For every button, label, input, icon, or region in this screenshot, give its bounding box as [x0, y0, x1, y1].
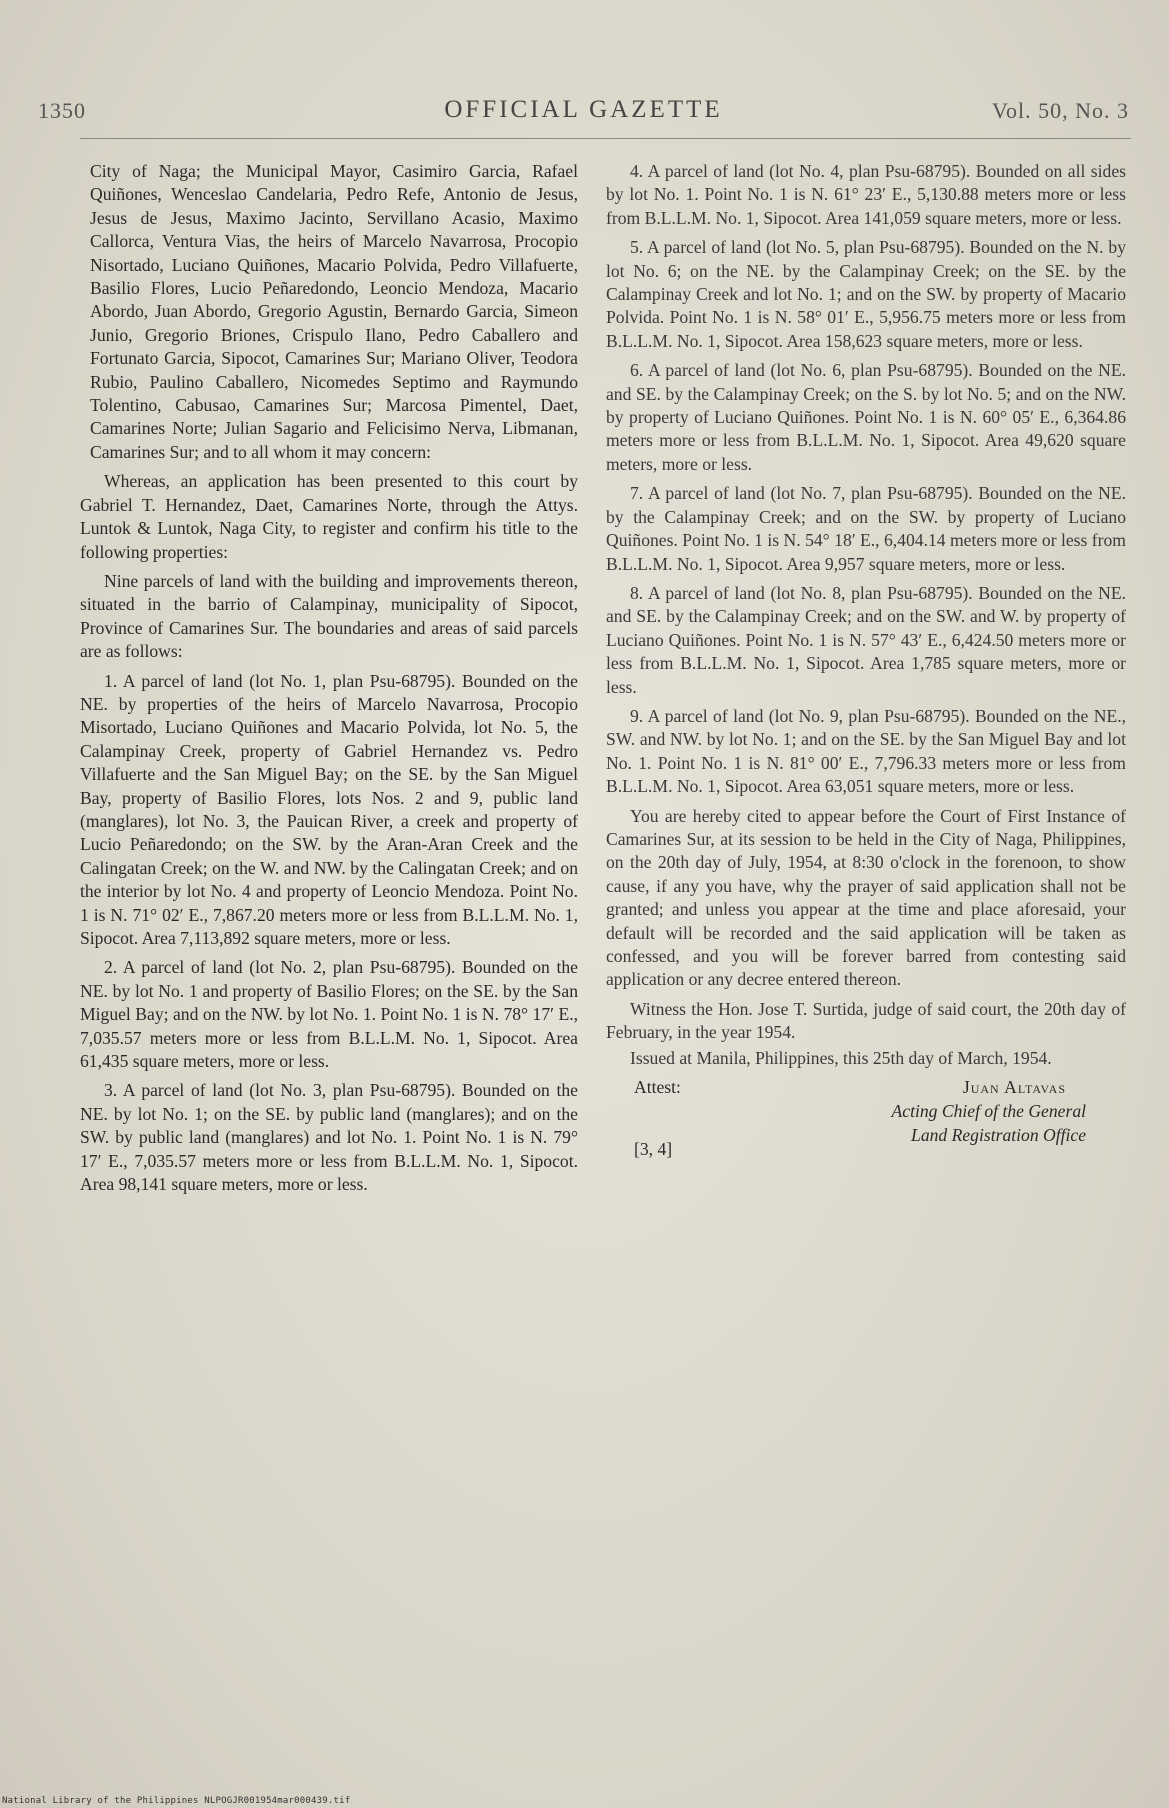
parcel-9-paragraph: 9. A parcel of land (lot No. 9, plan Psu-68795). Bounded on the NE., SW. and NW. by lot No. 1; and on the SE. by the San Miguel Bay and lot No. 1. Point No. 1 is N. 81° 00′ E., 7,796.33 meters more or less from B.L.L.M. No. 1, Sipocot. Area 63,051 square meters, more or less.: [606, 705, 1126, 797]
volume-number: Vol. 50, No. 3: [991, 98, 1129, 123]
publication-title: OFFICIAL GAZETTE: [444, 96, 723, 123]
parcel-3-paragraph: 3. A parcel of land (lot No. 3, plan Psu-68795). Bounded on the NE. by lot No. 1; on the SE. by public land (manglares); and on the SW. by public land (manglares) and lot No. 1. Point No. 1 is N. 79° 17′ E., 7,035.57 meters more or less from B.L.L.M. No. 1, Sipocot. Area 98,141 square meters, more or less.: [80, 1080, 578, 1195]
issue-reference: [3, 4]: [634, 1139, 673, 1160]
header-rule: [80, 138, 1131, 139]
signer-title-line-1: Acting Chief of the General: [891, 1101, 1086, 1122]
issued-paragraph: Issued at Manila, Philippines, this 25th day of March, 1954.: [630, 1047, 1052, 1068]
signer-title-line-2: Land Registration Office: [911, 1125, 1086, 1146]
scan-credit: National Library of the Philippines NLPOGJR001954mar000439.tif: [2, 1796, 351, 1806]
attest-label: Attest:: [634, 1077, 681, 1098]
right-column: [606, 160, 1126, 1168]
signer-name: Juan Altavas: [962, 1077, 1066, 1098]
parcel-2-paragraph: 2. A parcel of land (lot No. 2, plan Psu-68795). Bounded on the NE. by lot No. 1 and property of Basilio Flores; on the SE. by the San Miguel Bay; and on the NW. by lot No. 1. Point No. 1 is N. 78° 17′ E., 7,035.57 meters more or less from B.L.L.M. No. 1, Sipocot. Area 61,435 square meters, more or less.: [80, 957, 578, 1072]
parcel-8-paragraph: 8. A parcel of land (lot No. 8, plan Psu-68795). Bounded on the NE. and SE. by the Calampinay Creek; and on the SW. and W. by property of Luciano Quiñones. Point No. 1 is N. 57° 43′ E., 6,424.50 meters more or less from B.L.L.M. No. 1, Sipocot. Area 1,785 square meters, more or less.: [606, 582, 1126, 697]
parcel-4-paragraph: 4. A parcel of land (lot No. 4, plan Psu-68795). Bounded on all sides by lot No. 1. Point No. 1 is N. 61° 23′ E., 5,130.88 meters more or less from B.L.L.M. No. 1, Sipocot. Area 141,059 square meters, more or less.: [606, 161, 1126, 228]
addressees-paragraph: City of Naga; the Municipal Mayor, Casimiro Garcia, Rafael Quiñones, Wenceslao Candelaria, Pedro Refe, Antonio de Jesus, Jesus de Jesus, Maximo Jacinto, Servillano Acasio, Maximo Callorca, Ventura Vias, the heirs of Marcelo Navarrosa, Procopio Nisortado, Luciano Quiñones, Macario Polvida, Pedro Villafuerte, Basilio Flores, Lucio Peñaredondo, Leoncio Mendoza, Macario Abordo, Juan Abordo, Gregorio Agustin, Bernardo Garcia, Simeon Junio, Gregorio Briones, Crispulo Ilano, Pedro Caballero and Fortunato Garcia, Sipocot, Camarines Sur; Mariano Oliver, Teodora Rubio, Paulino Caballero, Nicomedes Septimo and Raymundo Tolentino, Cabusao, Camarines Sur; Marcosa Pimentel, Daet, Camarines Norte; Julian Sagario and Felicisimo Nerva, Libmanan, Camarines Sur; and to all whom it may concern:: [90, 161, 578, 462]
parcel-5-paragraph: 5. A parcel of land (lot No. 5, plan Psu-68795). Bounded on the N. by lot No. 6; on the NE. by the Calampinay Creek; on the SE. by the Calampinay Creek and lot No. 1; and on the SW. by property of Macario Polvida. Point No. 1 is N. 58° 01′ E., 5,956.75 meters more or less from B.L.L.M. No. 1, Sipocot. Area 158,623 square meters, more or less.: [606, 237, 1126, 351]
parcel-1-paragraph: 1. A parcel of land (lot No. 1, plan Psu-68795). Bounded on the NE. by properties of the heirs of Marcelo Navarrosa, Procopio Misortado, Luciano Quiñones and Macario Polvida, lot No. 5, the Calampinay Creek, property of Gabriel Hernandez vs. Pedro Villafuerte and the San Miguel Bay; on the SE. by the San Miguel Bay, property of Basilio Flores, lots Nos. 2 and 9, public land (manglares), lot No. 3, the Pauican River, a creek and property of Lucio Peñaredondo; on the SW. by the Aran-Aran Creek and the Calingatan Creek; on the W. and NW. by the Calingatan Creek; and on the interior by lot No. 4 and property of Leoncio Mendoza. Point No. 1 is N. 71° 02′ E., 7,867.20 meters more or less from B.L.L.M. No. 1, Sipocot. Area 7,113,892 square meters, more or less.: [80, 670, 578, 948]
witness-paragraph: Witness the Hon. Jose T. Surtida, judge of said court, the 20th day of February, in the year 1954.: [606, 998, 1126, 1043]
parcel-6-paragraph: 6. A parcel of land (lot No. 6, plan Psu-68795). Bounded on the NE. and SE. by the Calampinay Creek; on the S. by lot No. 5; and on the NW. by property of Luciano Quiñones. Point No. 1 is N. 60° 05′ E., 6,364.86 meters more or less from B.L.L.M. No. 1, Sipocot. Area 49,620 square meters, more or less.: [606, 360, 1126, 474]
citation-paragraph: You are hereby cited to appear before the Court of First Instance of Camarines Sur, at its session to be held in the City of Naga, Philippines, on the 20th day of July, 1954, at 8:30 o'clock in the forenoon, to show cause, if any you have, why the prayer of said application shall not be granted; and unless you appear at the time and place aforesaid, your default will be recorded and the said application will be taken as confessed, and you will be forever barred from contesting said application or any decree entered thereon.: [606, 805, 1126, 990]
attestation-block: [606, 1076, 1126, 1168]
page-number: 1350: [38, 98, 86, 123]
whereas-paragraph: Whereas, an application has been presented to this court by Gabriel T. Hernandez, Daet, Camarines Norte, through the Attys. Luntok & Luntok, Naga City, to register and confirm his title to the following properties:: [80, 471, 578, 562]
parcel-7-paragraph: 7. A parcel of land (lot No. 7, plan Psu-68795). Bounded on the NE. by the Calampinay Creek; and on the SW. by property of Luciano Quiñones. Point No. 1 is N. 54° 18′ E., 6,404.14 meters more or less from B.L.L.M. No. 1, Sipocot. Area 9,957 square meters, more or less.: [606, 483, 1126, 574]
intro-paragraph: Nine parcels of land with the building and improvements thereon, situated in the barrio of Calampinay, municipality of Sipocot, Province of Camarines Sur. The boundaries and areas of said parcels are as follows:: [80, 570, 578, 662]
left-column: [80, 160, 578, 1202]
page-header: [38, 92, 1129, 126]
